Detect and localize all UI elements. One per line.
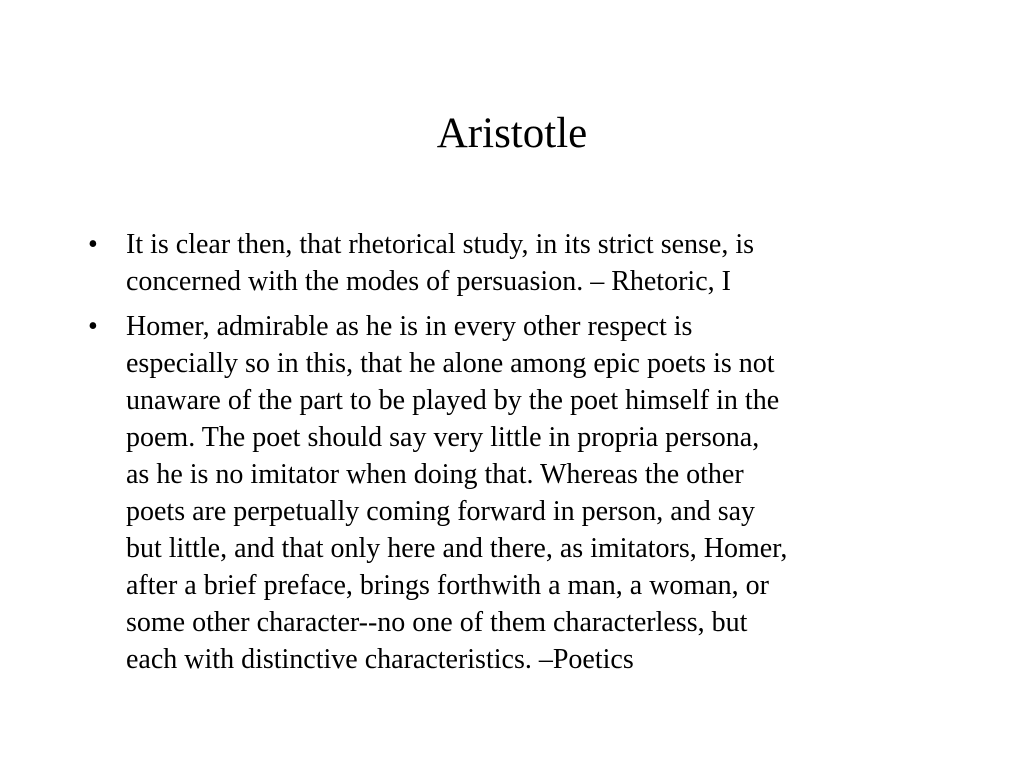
bullet-text-line: some other character--no one of them characterless, but	[126, 607, 748, 638]
bullet-text-line: but little, and that only here and there, as imitators, Homer,	[126, 533, 788, 564]
bullet-item-poetics	[88, 308, 968, 678]
bullet-text-line: poets are perpetually coming forward in person, and say	[126, 496, 756, 527]
bullet-text-line: after a brief preface, brings forthwith a man, a woman, or	[126, 570, 769, 601]
bullet-text-line: It is clear then, that rhetorical study, in its strict sense, is	[126, 229, 755, 260]
bullet-text-line: especially so in this, that he alone among epic poets is not	[126, 348, 775, 379]
bullet-icon: •	[88, 311, 98, 342]
bullet-text-line: poem. The poet should say very little in propria persona,	[126, 422, 760, 453]
bullet-item-rhetoric	[88, 226, 968, 300]
bullet-icon: •	[88, 229, 98, 260]
bullet-text-line: unaware of the part to be played by the poet himself in the	[126, 385, 780, 416]
bullet-text-line: concerned with the modes of persuasion. – Rhetoric, I	[126, 266, 731, 297]
bullet-text-line: as he is no imitator when doing that. Whereas the other	[126, 459, 744, 490]
slide-title: Aristotle	[436, 110, 588, 157]
bullet-list	[88, 226, 968, 686]
bullet-text-line: Homer, admirable as he is in every other respect is	[126, 311, 693, 342]
bullet-text-line: each with distinctive characteristics. –Poetics	[126, 644, 634, 675]
